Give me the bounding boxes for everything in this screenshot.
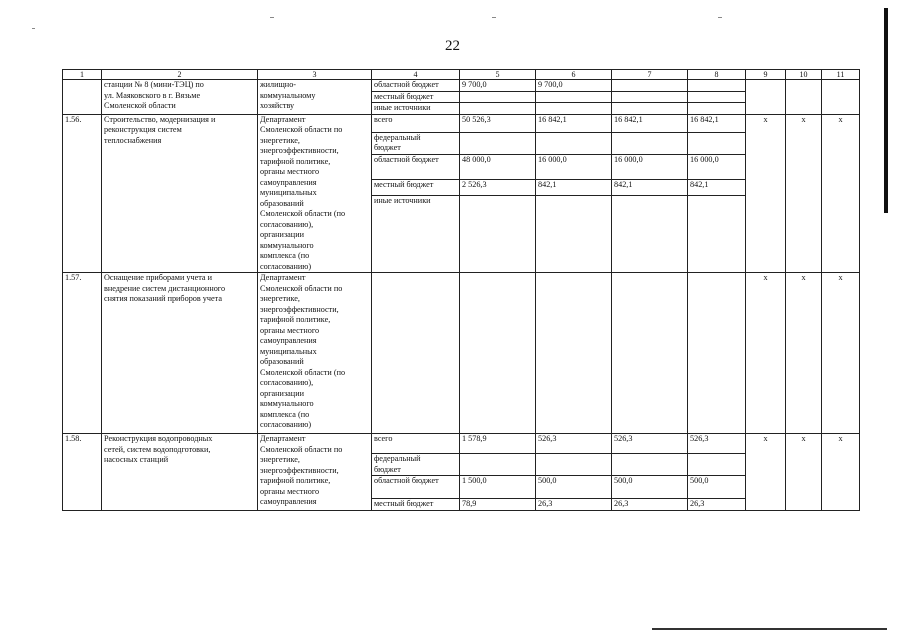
item-number: 1.56.	[63, 114, 102, 273]
value-cell	[460, 91, 536, 103]
item-executor: Департамент Смоленской области по энергетике, энергоэффективности, тарифной политике, органы местного самоуправления	[258, 434, 372, 511]
item-name: станции № 8 (мини-ТЭЦ) по ул. Маяковского в г. Вязьме Смоленской области	[102, 80, 258, 115]
scan-mark	[32, 28, 35, 29]
x-cell	[746, 80, 786, 115]
page-number: 22	[445, 38, 460, 54]
col-header: 7	[612, 70, 688, 80]
funding-source: всего	[372, 114, 460, 132]
value-cell: 1 500,0	[460, 476, 536, 499]
value-cell: 78,9	[460, 499, 536, 511]
value-cell	[536, 196, 612, 273]
value-cell: 16 000,0	[536, 154, 612, 179]
value-cell	[536, 132, 612, 154]
funding-source: областной бюджет	[372, 476, 460, 499]
x-cell: х	[746, 434, 786, 511]
x-cell: х	[786, 434, 822, 511]
value-cell	[688, 80, 746, 92]
value-cell	[460, 103, 536, 115]
value-cell: 26,3	[536, 499, 612, 511]
value-cell	[612, 454, 688, 476]
x-cell: х	[822, 434, 860, 511]
funding-source: местный бюджет	[372, 91, 460, 103]
x-cell	[822, 80, 860, 115]
col-header: 11	[822, 70, 860, 80]
x-cell	[786, 80, 822, 115]
col-header: 4	[372, 70, 460, 80]
value-cell	[460, 132, 536, 154]
value-cell	[536, 103, 612, 115]
value-cell: 1 578,9	[460, 434, 536, 454]
scan-bottom-line	[652, 628, 887, 630]
table-row	[63, 273, 860, 434]
col-header: 1	[63, 70, 102, 80]
funding-source: федеральный бюджет	[372, 132, 460, 154]
scan-mark	[270, 17, 274, 18]
scan-mark	[492, 17, 496, 18]
value-cell: 16 842,1	[612, 114, 688, 132]
table-row	[63, 80, 860, 92]
item-executor: жилищно- коммунальному хозяйству	[258, 80, 372, 115]
value-cell: 500,0	[612, 476, 688, 499]
col-header: 2	[102, 70, 258, 80]
col-header: 5	[460, 70, 536, 80]
value-cell	[688, 196, 746, 273]
value-cell: 26,3	[612, 499, 688, 511]
value-cell: 16 000,0	[612, 154, 688, 179]
funding-source: иные источники	[372, 196, 460, 273]
scan-mark	[718, 17, 722, 18]
x-cell: х	[746, 273, 786, 434]
funding-source: областной бюджет	[372, 80, 460, 92]
item-executor: Департамент Смоленской области по энергетике, энергоэффективности, тарифной политике, органы местного самоуправления муниципальных образований Смоленской области (по согласованию), организации коммунального комплекса (по согласованию)	[258, 114, 372, 273]
value-cell: 2 526,3	[460, 180, 536, 196]
value-cell: 16 842,1	[536, 114, 612, 132]
item-number	[63, 80, 102, 115]
col-header: 6	[536, 70, 612, 80]
value-cell	[688, 91, 746, 103]
col-header: 8	[688, 70, 746, 80]
x-cell: х	[822, 273, 860, 434]
value-cell: 16 842,1	[688, 114, 746, 132]
value-cell: 16 000,0	[688, 154, 746, 179]
value-cell	[688, 454, 746, 476]
funding-source	[372, 273, 460, 434]
table-row	[63, 434, 860, 454]
value-cell: 500,0	[688, 476, 746, 499]
item-number: 1.57.	[63, 273, 102, 434]
value-cell: 842,1	[688, 180, 746, 196]
value-cell	[536, 273, 612, 434]
funding-source: местный бюджет	[372, 499, 460, 511]
value-cell	[460, 273, 536, 434]
funding-source: иные источники	[372, 103, 460, 115]
value-cell	[612, 196, 688, 273]
value-cell: 526,3	[536, 434, 612, 454]
value-cell	[612, 91, 688, 103]
value-cell	[612, 80, 688, 92]
value-cell: 526,3	[688, 434, 746, 454]
item-number: 1.58.	[63, 434, 102, 511]
value-cell	[612, 132, 688, 154]
col-header: 3	[258, 70, 372, 80]
value-cell	[460, 454, 536, 476]
value-cell	[688, 103, 746, 115]
x-cell: х	[786, 273, 822, 434]
value-cell	[612, 273, 688, 434]
value-cell	[688, 132, 746, 154]
value-cell	[536, 91, 612, 103]
col-header: 9	[746, 70, 786, 80]
value-cell: 48 000,0	[460, 154, 536, 179]
funding-source: областной бюджет	[372, 154, 460, 179]
table-row	[63, 114, 860, 132]
funding-source: местный бюджет	[372, 180, 460, 196]
value-cell	[536, 454, 612, 476]
budget-table	[62, 69, 860, 511]
value-cell: 842,1	[536, 180, 612, 196]
value-cell	[460, 196, 536, 273]
value-cell: 9 700,0	[460, 80, 536, 92]
item-name: Оснащение приборами учета и внедрение систем дистанционного снятия показаний приборов учета	[102, 273, 258, 434]
column-numbers-row	[63, 70, 860, 80]
col-header: 10	[786, 70, 822, 80]
value-cell: 26,3	[688, 499, 746, 511]
value-cell: 526,3	[612, 434, 688, 454]
value-cell: 842,1	[612, 180, 688, 196]
value-cell: 50 526,3	[460, 114, 536, 132]
funding-source: всего	[372, 434, 460, 454]
item-name: Строительство, модернизация и реконструкция систем теплоснабжения	[102, 114, 258, 273]
item-name: Реконструкция водопроводных сетей, систем водоподготовки, насосных станций	[102, 434, 258, 511]
item-executor: Департамент Смоленской области по энергетике, энергоэффективности, тарифной политике, органы местного самоуправления муниципальных образований Смоленской области (по согласованию), организации коммунального комплекса (по согласованию)	[258, 273, 372, 434]
x-cell: х	[746, 114, 786, 273]
x-cell: х	[786, 114, 822, 273]
x-cell: х	[822, 114, 860, 273]
value-cell: 9 700,0	[536, 80, 612, 92]
value-cell	[688, 273, 746, 434]
value-cell	[612, 103, 688, 115]
funding-source: федеральный бюджет	[372, 454, 460, 476]
value-cell: 500,0	[536, 476, 612, 499]
